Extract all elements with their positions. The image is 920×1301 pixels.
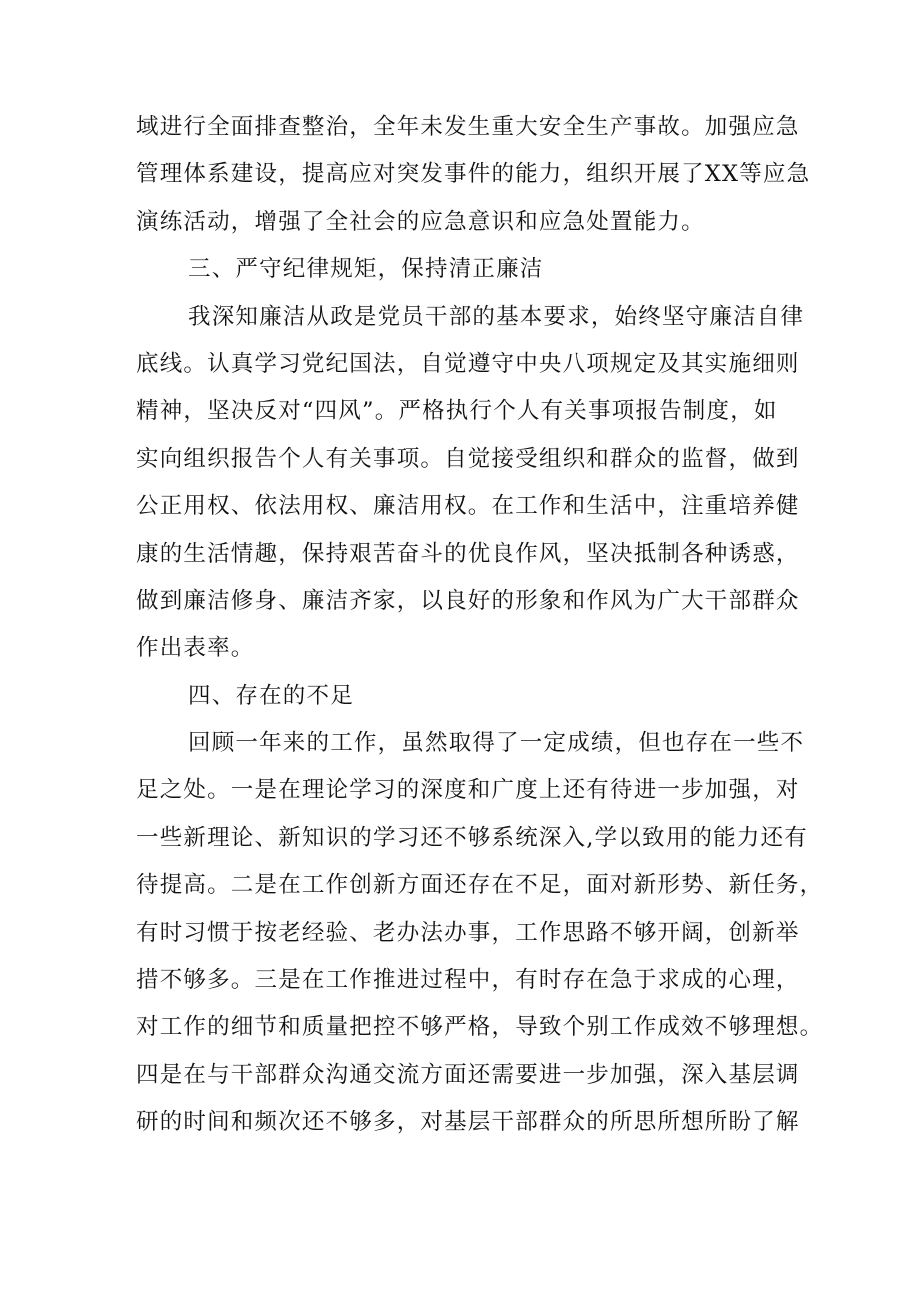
text-line: 演练活动，增强了全社会的应急意识和应急处置能力。 <box>136 208 705 235</box>
text-line: 域进行全面排查整治，全年未发生重大安全生产事故。加强应急 <box>136 114 800 140</box>
document-body <box>136 104 824 1147</box>
text-line: 一些新理论、新知识的学习还不够系统深入,学以致用的能力还有 <box>136 824 808 851</box>
text-line: 措不够多。三是在工作推进过程中，有时存在急于求成的心理， <box>136 967 800 994</box>
text-line: 作出表率。 <box>136 635 255 662</box>
text-line: 做到廉洁修身、廉洁齐家，以良好的形象和作风为广大干部群众 <box>136 587 800 614</box>
text-line: 康的生活情趣，保持艰苦奋斗的优良作风，坚决抵制各种诱惑， <box>136 540 800 567</box>
paragraph-start-line: 回顾一年来的工作，虽然取得了一定成绩，但也存在一些不 <box>188 730 805 757</box>
section-heading: 四、存在的不足 <box>188 682 354 709</box>
text-line: 底线。认真学习党纪国法，自觉遵守中央八项规定及其实施细则 <box>136 350 800 377</box>
section-heading: 三、严守纪律规矩，保持清正廉洁 <box>188 256 544 283</box>
text-line: 对工作的细节和质量把控不够严格，导致个别工作成效不够理想。 <box>136 1014 824 1041</box>
paragraph-start-line: 我深知廉洁从政是党员干部的基本要求，始终坚守廉洁自律 <box>188 303 805 330</box>
text-line: 管理体系建设，提高应对突发事件的能力，组织开展了XX等应急 <box>136 161 811 188</box>
text-line: 待提高。二是在工作创新方面还存在不足，面对新形势、新任务， <box>136 872 824 899</box>
text-line: 有时习惯于按老经验、老办法办事，工作思路不够开阔，创新举 <box>136 919 800 946</box>
text-line: 精神，坚决反对“四风”。严格执行个人有关事项报告制度，如 <box>136 398 778 425</box>
text-line: 研的时间和频次还不够多，对基层干部群众的所思所想所盼了解 <box>136 1109 800 1136</box>
text-line: 公正用权、依法用权、廉洁用权。在工作和生活中，注重培养健 <box>136 493 800 520</box>
text-line: 四是在与干部群众沟通交流方面还需要进一步加强，深入基层调 <box>136 1061 800 1088</box>
text-line: 实向组织报告个人有关事项。自觉接受组织和群众的监督，做到 <box>136 445 800 472</box>
text-line: 足之处。一是在理论学习的深度和广度上还有待进一步加强，对 <box>136 777 800 804</box>
